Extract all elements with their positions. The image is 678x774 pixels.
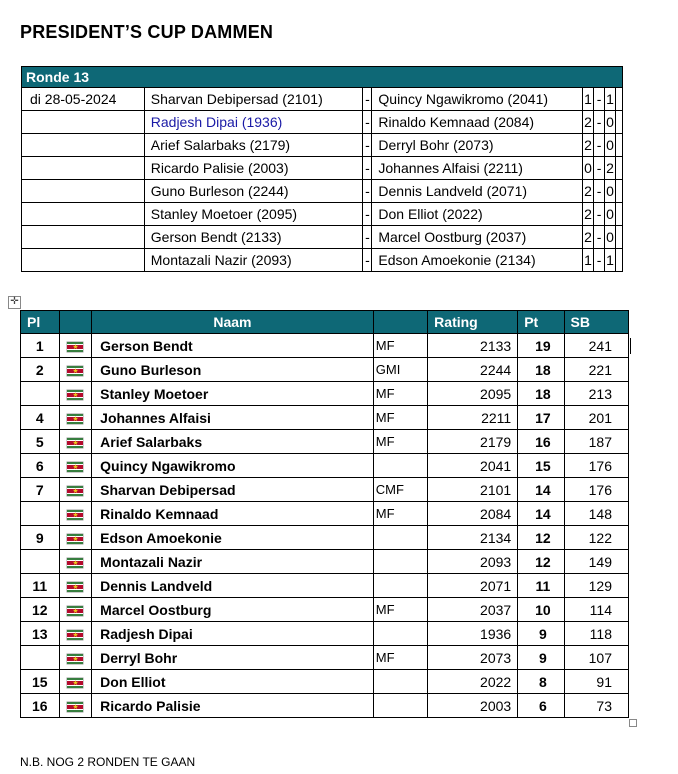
player-title: MF bbox=[373, 430, 427, 454]
player-name: Dennis Landveld bbox=[92, 574, 374, 598]
white-player: Ricardo Palisie (2003) bbox=[144, 157, 363, 180]
standings-header-row bbox=[21, 311, 629, 334]
rank-cell bbox=[21, 502, 60, 526]
match-date bbox=[22, 203, 145, 226]
score-black: 0 bbox=[605, 226, 616, 249]
suriname-flag-icon bbox=[67, 462, 83, 472]
black-player: Quincy Ngawikromo (2041) bbox=[372, 88, 583, 111]
rank-cell: 2 bbox=[21, 358, 60, 382]
white-player: Gerson Bendt (2133) bbox=[144, 226, 363, 249]
empty-cell bbox=[615, 157, 622, 180]
player-title: MF bbox=[373, 406, 427, 430]
table-move-handle-icon[interactable]: ✛ bbox=[8, 296, 21, 309]
player-rating: 1936 bbox=[428, 622, 518, 646]
white-player: Arief Salarbaks (2179) bbox=[144, 134, 363, 157]
score-black: 2 bbox=[605, 157, 616, 180]
player-name: Quincy Ngawikromo bbox=[92, 454, 374, 478]
player-name: Rinaldo Kemnaad bbox=[92, 502, 374, 526]
player-title bbox=[373, 694, 427, 718]
suriname-flag-icon bbox=[67, 414, 83, 424]
match-row bbox=[22, 134, 623, 157]
player-title: MF bbox=[373, 502, 427, 526]
player-points: 9 bbox=[518, 646, 564, 670]
header-naam: Naam bbox=[92, 311, 374, 334]
player-title: MF bbox=[373, 382, 427, 406]
rank-cell bbox=[21, 646, 60, 670]
standings-row bbox=[21, 622, 629, 646]
black-player: Marcel Oostburg (2037) bbox=[372, 226, 583, 249]
empty-cell bbox=[615, 203, 622, 226]
black-player: Derryl Bohr (2073) bbox=[372, 134, 583, 157]
white-player: Stanley Moetoer (2095) bbox=[144, 203, 363, 226]
suriname-flag-icon bbox=[67, 438, 83, 448]
match-row bbox=[22, 111, 623, 134]
standings-row bbox=[21, 574, 629, 598]
rank-cell: 12 bbox=[21, 598, 60, 622]
player-name: Montazali Nazir bbox=[92, 550, 374, 574]
match-dash: - bbox=[363, 111, 372, 134]
flag-cell bbox=[59, 526, 92, 550]
player-name: Ricardo Palisie bbox=[92, 694, 374, 718]
player-sb: 213 bbox=[564, 382, 628, 406]
player-title bbox=[373, 454, 427, 478]
white-player: Montazali Nazir (2093) bbox=[144, 249, 363, 272]
match-date bbox=[22, 226, 145, 249]
standings-row bbox=[21, 358, 629, 382]
score-white: 2 bbox=[583, 111, 594, 134]
player-name: Don Elliot bbox=[92, 670, 374, 694]
player-rating: 2071 bbox=[428, 574, 518, 598]
rank-cell: 7 bbox=[21, 478, 60, 502]
page-title: PRESIDENT’S CUP DAMMEN bbox=[20, 22, 274, 42]
player-points: 17 bbox=[518, 406, 564, 430]
player-rating: 2244 bbox=[428, 358, 518, 382]
suriname-flag-icon bbox=[67, 486, 83, 496]
round-label: Ronde 13 bbox=[22, 67, 623, 88]
player-name: Gerson Bendt bbox=[92, 334, 374, 358]
player-title: GMI bbox=[373, 358, 427, 382]
flag-cell bbox=[59, 334, 92, 358]
flag-cell bbox=[59, 670, 92, 694]
header-pt: Pt bbox=[518, 311, 564, 334]
match-row bbox=[22, 249, 623, 272]
score-black: 0 bbox=[605, 134, 616, 157]
score-black: 0 bbox=[605, 180, 616, 203]
player-title: MF bbox=[373, 646, 427, 670]
match-row bbox=[22, 203, 623, 226]
rank-cell: 4 bbox=[21, 406, 60, 430]
player-points: 14 bbox=[518, 502, 564, 526]
standings-row bbox=[21, 694, 629, 718]
flag-cell bbox=[59, 382, 92, 406]
match-dash: - bbox=[363, 88, 372, 111]
standings-row bbox=[21, 550, 629, 574]
round-results-table bbox=[21, 66, 623, 272]
player-name: Stanley Moetoer bbox=[92, 382, 374, 406]
rank-cell: 1 bbox=[21, 334, 60, 358]
match-dash: - bbox=[363, 249, 372, 272]
standings-row bbox=[21, 670, 629, 694]
player-sb: 91 bbox=[564, 670, 628, 694]
header-rating: Rating bbox=[428, 311, 518, 334]
black-player: Rinaldo Kemnaad (2084) bbox=[372, 111, 583, 134]
player-sb: 187 bbox=[564, 430, 628, 454]
suriname-flag-icon bbox=[67, 342, 83, 352]
player-sb: 129 bbox=[564, 574, 628, 598]
player-sb: 221 bbox=[564, 358, 628, 382]
score-separator: - bbox=[594, 157, 605, 180]
suriname-flag-icon bbox=[67, 558, 83, 568]
match-date: di 28-05-2024 bbox=[22, 88, 145, 111]
player-rating: 2084 bbox=[428, 502, 518, 526]
player-sb: 118 bbox=[564, 622, 628, 646]
player-sb: 201 bbox=[564, 406, 628, 430]
match-row bbox=[22, 88, 623, 111]
player-rating: 2022 bbox=[428, 670, 518, 694]
player-rating: 2179 bbox=[428, 430, 518, 454]
player-rating: 2095 bbox=[428, 382, 518, 406]
player-sb: 176 bbox=[564, 454, 628, 478]
header-flag bbox=[59, 311, 92, 334]
player-name: Derryl Bohr bbox=[92, 646, 374, 670]
rank-cell: 5 bbox=[21, 430, 60, 454]
player-name: Marcel Oostburg bbox=[92, 598, 374, 622]
standings-row bbox=[21, 334, 629, 358]
score-separator: - bbox=[594, 203, 605, 226]
player-name: Arief Salarbaks bbox=[92, 430, 374, 454]
empty-cell bbox=[615, 226, 622, 249]
player-points: 16 bbox=[518, 430, 564, 454]
header-pl: Pl bbox=[21, 311, 60, 334]
player-sb: 107 bbox=[564, 646, 628, 670]
flag-cell bbox=[59, 358, 92, 382]
standings-table bbox=[20, 310, 629, 718]
score-white: 1 bbox=[583, 249, 594, 272]
standings-row bbox=[21, 502, 629, 526]
player-rating: 2211 bbox=[428, 406, 518, 430]
score-white: 2 bbox=[583, 180, 594, 203]
player-name: Guno Burleson bbox=[92, 358, 374, 382]
match-dash: - bbox=[363, 157, 372, 180]
text-cursor bbox=[630, 338, 631, 354]
player-sb: 176 bbox=[564, 478, 628, 502]
score-separator: - bbox=[594, 111, 605, 134]
player-title bbox=[373, 550, 427, 574]
player-title bbox=[373, 670, 427, 694]
black-player: Johannes Alfaisi (2211) bbox=[372, 157, 583, 180]
player-sb: 73 bbox=[564, 694, 628, 718]
white-player: Sharvan Debipersad (2101) bbox=[144, 88, 363, 111]
player-title bbox=[373, 526, 427, 550]
standings-row bbox=[21, 598, 629, 622]
rank-cell: 15 bbox=[21, 670, 60, 694]
player-sb: 122 bbox=[564, 526, 628, 550]
match-row bbox=[22, 180, 623, 203]
player-rating: 2003 bbox=[428, 694, 518, 718]
match-row bbox=[22, 226, 623, 249]
suriname-flag-icon bbox=[67, 654, 83, 664]
player-title bbox=[373, 574, 427, 598]
suriname-flag-icon bbox=[67, 510, 83, 520]
flag-cell bbox=[59, 454, 92, 478]
empty-cell bbox=[615, 111, 622, 134]
match-dash: - bbox=[363, 134, 372, 157]
standings-row bbox=[21, 454, 629, 478]
player-sb: 114 bbox=[564, 598, 628, 622]
rank-cell: 6 bbox=[21, 454, 60, 478]
white-player: Radjesh Dipai (1936) bbox=[144, 111, 363, 134]
flag-cell bbox=[59, 430, 92, 454]
suriname-flag-icon bbox=[67, 390, 83, 400]
player-points: 6 bbox=[518, 694, 564, 718]
rank-cell: 11 bbox=[21, 574, 60, 598]
flag-cell bbox=[59, 550, 92, 574]
black-player: Dennis Landveld (2071) bbox=[372, 180, 583, 203]
standings-row bbox=[21, 382, 629, 406]
score-separator: - bbox=[594, 134, 605, 157]
player-points: 10 bbox=[518, 598, 564, 622]
player-rating: 2134 bbox=[428, 526, 518, 550]
player-points: 8 bbox=[518, 670, 564, 694]
player-title: MF bbox=[373, 598, 427, 622]
flag-cell bbox=[59, 646, 92, 670]
match-date bbox=[22, 157, 145, 180]
rank-cell bbox=[21, 382, 60, 406]
player-title: MF bbox=[373, 334, 427, 358]
player-sb: 241 bbox=[564, 334, 628, 358]
flag-cell bbox=[59, 406, 92, 430]
flag-cell bbox=[59, 574, 92, 598]
flag-cell bbox=[59, 502, 92, 526]
empty-cell bbox=[615, 88, 622, 111]
standings-row bbox=[21, 430, 629, 454]
player-rating: 2073 bbox=[428, 646, 518, 670]
match-date bbox=[22, 180, 145, 203]
empty-cell bbox=[615, 249, 622, 272]
flag-cell bbox=[59, 694, 92, 718]
suriname-flag-icon bbox=[67, 582, 83, 592]
score-white: 2 bbox=[583, 134, 594, 157]
suriname-flag-icon bbox=[67, 702, 83, 712]
score-separator: - bbox=[594, 226, 605, 249]
player-rating: 2133 bbox=[428, 334, 518, 358]
empty-cell bbox=[615, 180, 622, 203]
standings-row bbox=[21, 646, 629, 670]
player-points: 18 bbox=[518, 382, 564, 406]
player-name: Edson Amoekonie bbox=[92, 526, 374, 550]
header-sb: SB bbox=[564, 311, 628, 334]
suriname-flag-icon bbox=[67, 366, 83, 376]
player-points: 12 bbox=[518, 526, 564, 550]
player-points: 11 bbox=[518, 574, 564, 598]
match-row bbox=[22, 157, 623, 180]
score-black: 0 bbox=[605, 203, 616, 226]
score-separator: - bbox=[594, 249, 605, 272]
player-name: Sharvan Debipersad bbox=[92, 478, 374, 502]
rank-cell: 13 bbox=[21, 622, 60, 646]
player-rating: 2101 bbox=[428, 478, 518, 502]
match-dash: - bbox=[363, 180, 372, 203]
rank-cell: 9 bbox=[21, 526, 60, 550]
player-name: Johannes Alfaisi bbox=[92, 406, 374, 430]
player-points: 12 bbox=[518, 550, 564, 574]
score-separator: - bbox=[594, 180, 605, 203]
suriname-flag-icon bbox=[67, 678, 83, 688]
suriname-flag-icon bbox=[67, 630, 83, 640]
table-resize-handle-icon[interactable] bbox=[629, 719, 637, 727]
score-black: 0 bbox=[605, 111, 616, 134]
score-white: 1 bbox=[583, 88, 594, 111]
header-title bbox=[373, 311, 427, 334]
standings-row bbox=[21, 478, 629, 502]
flag-cell bbox=[59, 622, 92, 646]
player-name: Radjesh Dipai bbox=[92, 622, 374, 646]
suriname-flag-icon bbox=[67, 606, 83, 616]
player-rating: 2041 bbox=[428, 454, 518, 478]
score-black: 1 bbox=[605, 88, 616, 111]
flag-cell bbox=[59, 478, 92, 502]
score-separator: - bbox=[594, 88, 605, 111]
footer-note: N.B. NOG 2 RONDEN TE GAAN bbox=[20, 755, 196, 769]
match-dash: - bbox=[363, 203, 372, 226]
score-white: 0 bbox=[583, 157, 594, 180]
suriname-flag-icon bbox=[67, 534, 83, 544]
score-black: 1 bbox=[605, 249, 616, 272]
player-points: 18 bbox=[518, 358, 564, 382]
match-date bbox=[22, 134, 145, 157]
round-header-row bbox=[22, 67, 623, 88]
flag-cell bbox=[59, 598, 92, 622]
white-player: Guno Burleson (2244) bbox=[144, 180, 363, 203]
black-player: Don Elliot (2022) bbox=[372, 203, 583, 226]
player-title: CMF bbox=[373, 478, 427, 502]
player-points: 15 bbox=[518, 454, 564, 478]
player-rating: 2093 bbox=[428, 550, 518, 574]
black-player: Edson Amoekonie (2134) bbox=[372, 249, 583, 272]
player-points: 19 bbox=[518, 334, 564, 358]
rank-cell: 16 bbox=[21, 694, 60, 718]
player-sb: 149 bbox=[564, 550, 628, 574]
player-rating: 2037 bbox=[428, 598, 518, 622]
standings-row bbox=[21, 406, 629, 430]
player-title bbox=[373, 622, 427, 646]
score-white: 2 bbox=[583, 226, 594, 249]
empty-cell bbox=[615, 134, 622, 157]
player-sb: 148 bbox=[564, 502, 628, 526]
player-points: 9 bbox=[518, 622, 564, 646]
score-white: 2 bbox=[583, 203, 594, 226]
standings-row bbox=[21, 526, 629, 550]
match-date bbox=[22, 249, 145, 272]
player-points: 14 bbox=[518, 478, 564, 502]
match-date bbox=[22, 111, 145, 134]
rank-cell bbox=[21, 550, 60, 574]
match-dash: - bbox=[363, 226, 372, 249]
